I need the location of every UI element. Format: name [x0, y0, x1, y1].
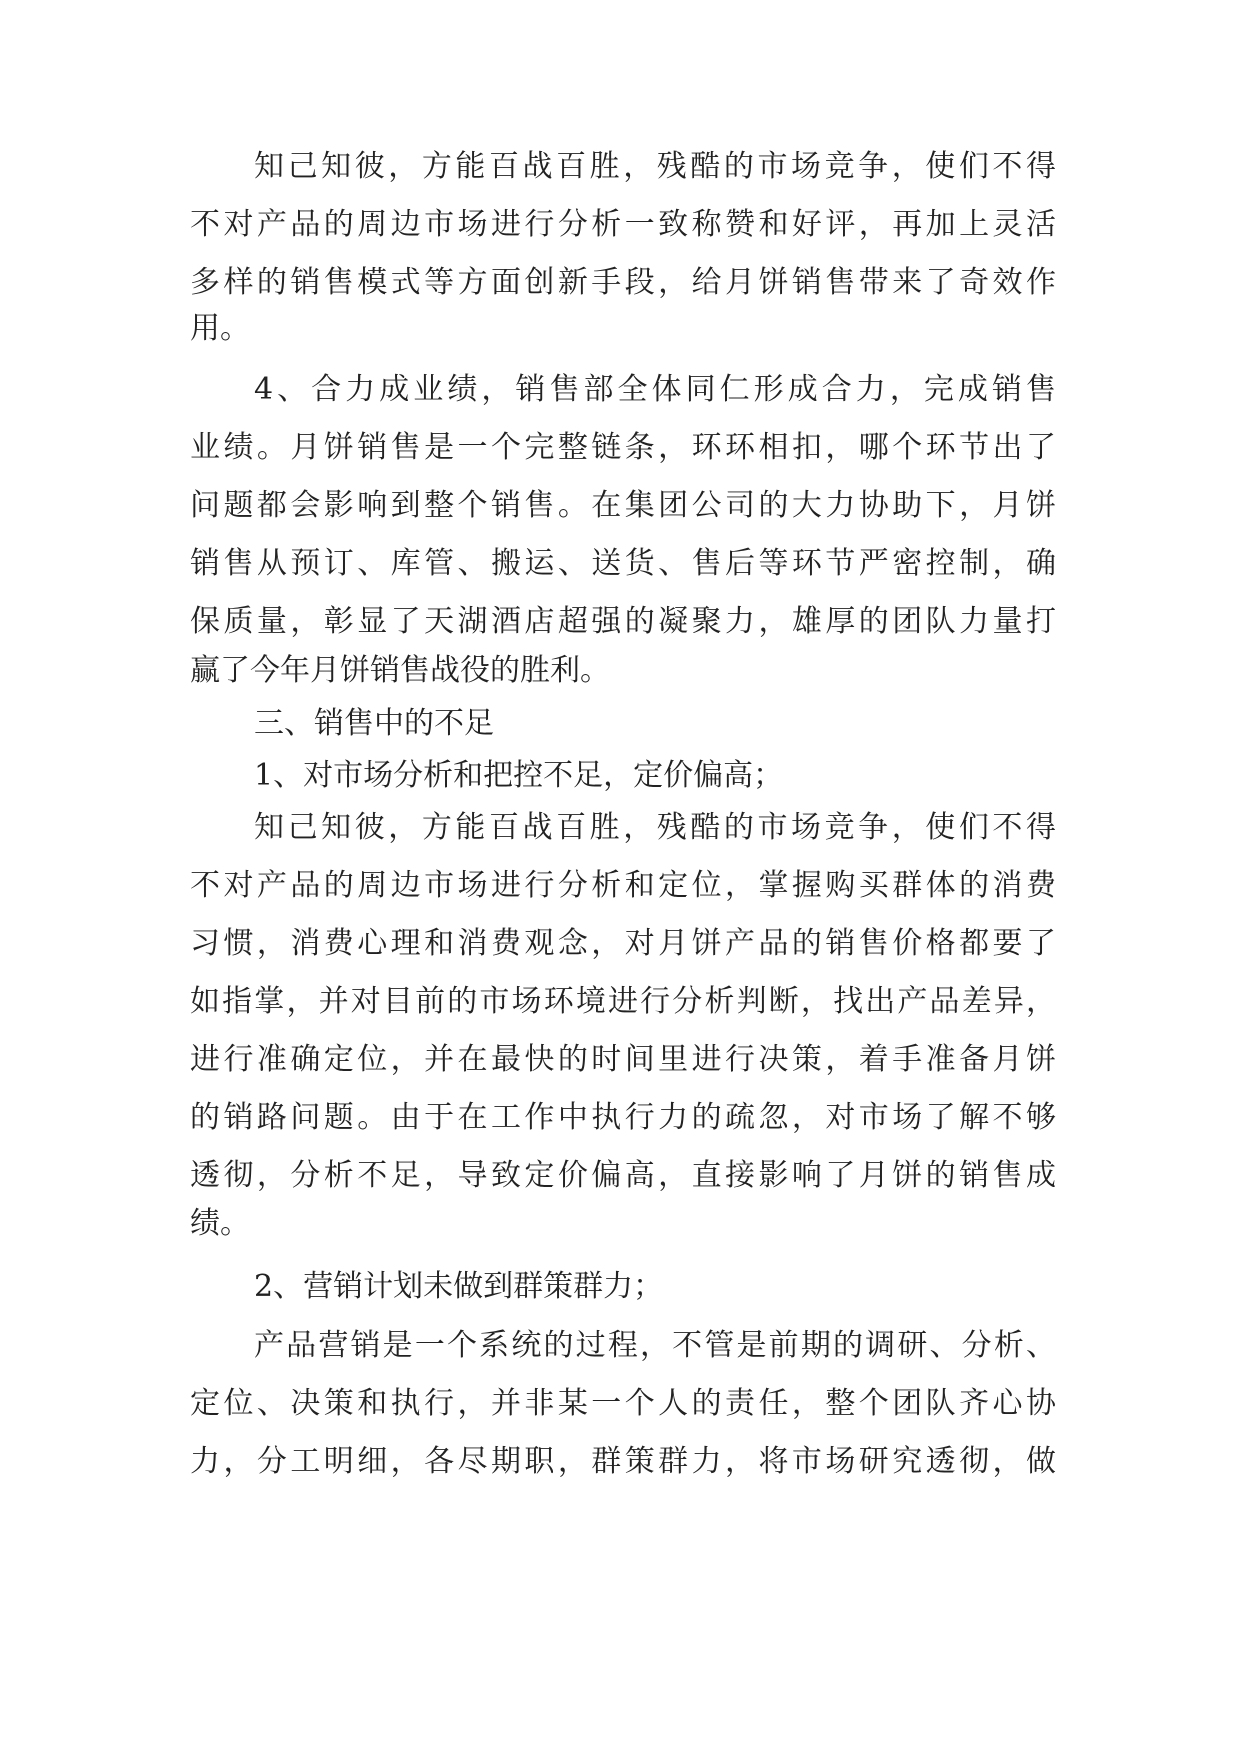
paragraph-line: 产品营销是一个系统的过程，不管是前期的调研、分析、 — [254, 1328, 1056, 1363]
paragraph-line: 多样的销售模式等方面创新手段，给月饼销售带来了奇效作 — [190, 265, 1056, 300]
paragraph-line: 不对产品的周边市场进行分析和定位，掌握购买群体的消费 — [190, 868, 1056, 903]
paragraph-line: 的销路问题。由于在工作中执行力的疏忽，对市场了解不够 — [190, 1100, 1056, 1135]
paragraph-line: 绩。 — [190, 1206, 250, 1241]
paragraph-line: 保质量，彰显了天湖酒店超强的凝聚力，雄厚的团队力量打 — [190, 604, 1056, 639]
paragraph-line: 定位、决策和执行，并非某一个人的责任，整个团队齐心协 — [190, 1386, 1056, 1421]
paragraph-line: 4、合力成业绩，销售部全体同仁形成合力，完成销售 — [254, 372, 1056, 407]
paragraph-line: 业绩。月饼销售是一个完整链条，环环相扣，哪个环节出了 — [190, 430, 1056, 465]
paragraph-line: 知己知彼，方能百战百胜，残酷的市场竞争，使们不得 — [254, 810, 1056, 845]
subsection-heading: 2、营销计划未做到群策群力； — [254, 1269, 664, 1304]
paragraph-line: 力，分工明细，各尽期职，群策群力，将市场研究透彻，做 — [190, 1444, 1056, 1479]
paragraph-line: 用。 — [190, 311, 250, 346]
paragraph-line: 问题都会影响到整个销售。在集团公司的大力协助下，月饼 — [190, 488, 1056, 523]
paragraph-line: 进行准确定位，并在最快的时间里进行决策，着手准备月饼 — [190, 1042, 1056, 1077]
paragraph-line: 知己知彼，方能百战百胜，残酷的市场竞争，使们不得 — [254, 149, 1056, 184]
paragraph-line: 如指掌，并对目前的市场环境进行分析判断，找出产品差异， — [190, 984, 1056, 1019]
paragraph-line: 习惯，消费心理和消费观念，对月饼产品的销售价格都要了 — [190, 926, 1056, 961]
section-heading: 三、销售中的不足 — [254, 706, 494, 741]
paragraph-line: 销售从预订、库管、搬运、送货、售后等环节严密控制，确 — [190, 546, 1056, 581]
subsection-heading: 1、对市场分析和把控不足，定价偏高； — [254, 758, 784, 793]
paragraph-line: 赢了今年月饼销售战役的胜利。 — [190, 653, 610, 688]
paragraph-line: 不对产品的周边市场进行分析一致称赞和好评，再加上灵活 — [190, 207, 1056, 242]
paragraph-line: 透彻，分析不足，导致定价偏高，直接影响了月饼的销售成 — [190, 1158, 1056, 1193]
